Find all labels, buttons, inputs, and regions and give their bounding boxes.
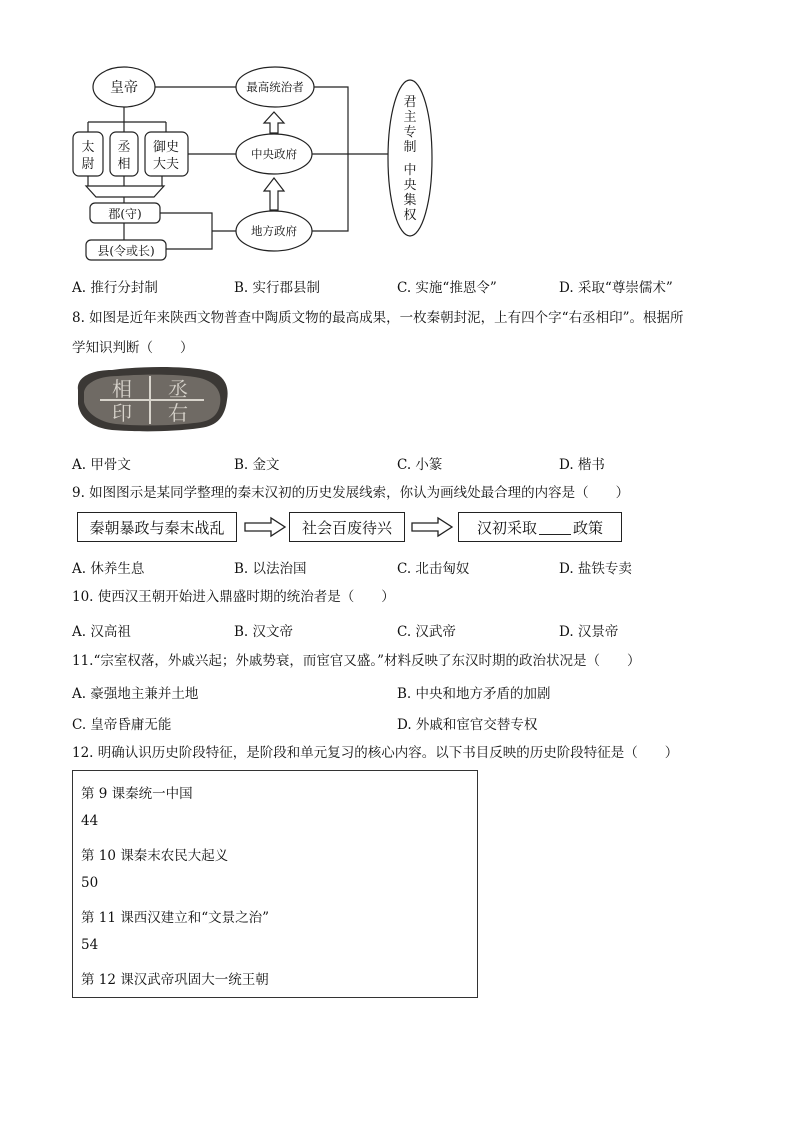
- toc-line-2: 第 10 课秦末农民大起义: [81, 848, 229, 864]
- emperor-label: 皇帝: [110, 80, 138, 96]
- seal-char-1: 相: [112, 377, 132, 401]
- q9-stem: 9. 如图图示是某同学整理的秦末汉初的历史发展线索，你认为画线处最合理的内容是（ ）: [72, 485, 630, 501]
- q11-option-b[interactable]: B. 中央和地方矛盾的加剧: [397, 686, 551, 702]
- q7-option-c[interactable]: C. 实施“推恩令”: [397, 280, 497, 296]
- q8-option-a[interactable]: A. 甲骨文: [72, 457, 131, 473]
- system-col1-4: 制: [403, 140, 417, 155]
- q11-option-d[interactable]: D. 外戚和宦官交替专权: [397, 717, 538, 733]
- q9-option-a[interactable]: A. 休养生息: [72, 561, 145, 577]
- q8-stem-line1: 8. 如图是近年来陕西文物普查中陶质文物的最高成果，一枚秦朝封泥，上有四个字“右丞相印”。根据所: [72, 310, 684, 326]
- q9-flow-box-3-post: 政策: [573, 518, 604, 537]
- q8-option-d[interactable]: D. 楷书: [559, 457, 605, 473]
- system-col1-2: 主: [403, 110, 417, 125]
- local-label: 地方政府: [251, 224, 297, 238]
- taiwei-label-1: 太: [81, 140, 95, 155]
- system-col1-1: 君: [403, 95, 417, 110]
- xian-label: 县(令或长): [97, 244, 155, 258]
- system-col2-1: 中: [403, 163, 417, 178]
- system-col2-3: 集: [403, 193, 417, 208]
- q12-table-of-contents: [72, 770, 478, 998]
- supreme-label: 最高统治者: [246, 80, 304, 94]
- taiwei-label-2: 尉: [81, 157, 95, 172]
- q9-flow-box-1: [77, 512, 237, 542]
- q9-flow-box-2-text: 社会百废待兴: [301, 518, 392, 537]
- jun-label: 郡(守): [108, 207, 142, 221]
- system-col1-3: 专: [403, 125, 417, 140]
- seal-char-2: 丞: [168, 377, 188, 401]
- q7-option-d[interactable]: D. 采取“尊崇儒术”: [559, 280, 673, 296]
- q9-blank-line: [539, 520, 571, 535]
- political-system-diagram: [0, 0, 794, 270]
- q10-option-a[interactable]: A. 汉高祖: [72, 624, 131, 640]
- q9-option-b[interactable]: B. 以法治国: [234, 561, 307, 577]
- q10-stem: 10. 使西汉王朝开始进入鼎盛时期的统治者是（ ）: [72, 589, 395, 605]
- q7-option-a[interactable]: A. 推行分封制: [72, 280, 158, 296]
- q8-option-b[interactable]: B. 金文: [234, 457, 280, 473]
- toc-page-2: 50: [81, 875, 99, 891]
- q9-flow-box-3-pre: 汉初采取: [476, 518, 537, 537]
- q9-arrow-1: [243, 516, 287, 538]
- q9-flow-box-3: [458, 512, 622, 542]
- q10-option-d[interactable]: D. 汉景帝: [559, 624, 619, 640]
- q7-option-b[interactable]: B. 实行郡县制: [234, 280, 321, 296]
- yushi-label-2: 大夫: [152, 157, 180, 172]
- seal-char-4: 右: [168, 401, 188, 425]
- central-label: 中央政府: [251, 147, 297, 161]
- toc-line-1: 第 9 课秦统一中国: [81, 786, 193, 802]
- seal-char-3: 印: [112, 401, 132, 425]
- chengxiang-label-2: 相: [117, 157, 131, 172]
- system-col2-2: 央: [403, 178, 417, 193]
- seal-clay-image: [72, 360, 232, 440]
- q12-stem: 12. 明确认识历史阶段特征，是阶段和单元复习的核心内容。以下书目反映的历史阶段特征是（ ）: [72, 745, 679, 761]
- q9-arrow-2: [410, 516, 454, 538]
- q11-option-a[interactable]: A. 豪强地主兼并土地: [72, 686, 199, 702]
- q11-stem: 11.“宗室权落，外戚兴起；外戚势衰，而宦官又盛。”材料反映了东汉时期的政治状况是（ ）: [72, 653, 641, 669]
- toc-page-1: 44: [81, 813, 99, 829]
- q9-option-d[interactable]: D. 盐铁专卖: [559, 561, 632, 577]
- q9-flow-box-1-text: 秦朝暴政与秦末战乱: [89, 518, 225, 537]
- toc-line-3: 第 11 课西汉建立和“文景之治”: [81, 910, 270, 926]
- q10-option-c[interactable]: C. 汉武帝: [397, 624, 456, 640]
- q8-stem-line2: 学知识判断（ ）: [72, 340, 194, 356]
- system-col2-4: 权: [403, 208, 417, 223]
- toc-page-3: 54: [81, 937, 99, 953]
- q9-flow-box-2: [289, 512, 405, 542]
- q8-option-c[interactable]: C. 小篆: [397, 457, 443, 473]
- chengxiang-label-1: 丞: [117, 140, 131, 155]
- q10-option-b[interactable]: B. 汉文帝: [234, 624, 294, 640]
- q11-option-c[interactable]: C. 皇帝昏庸无能: [72, 717, 172, 733]
- q9-option-c[interactable]: C. 北击匈奴: [397, 561, 470, 577]
- toc-line-4: 第 12 课汉武帝巩固大一统王朝: [81, 972, 269, 988]
- yushi-label-1: 御史: [152, 140, 180, 155]
